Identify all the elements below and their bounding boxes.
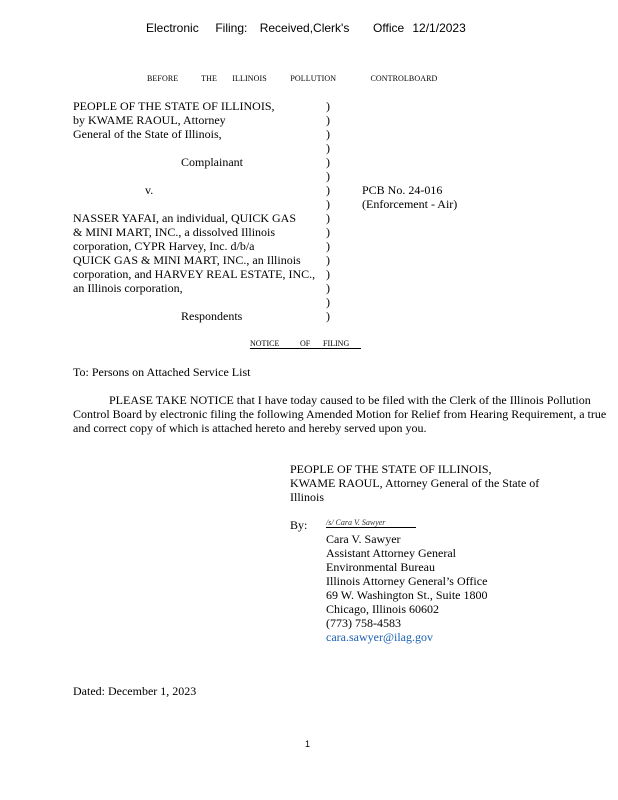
attorney-email-link[interactable]: cara.sawyer@ilag.gov <box>326 630 434 644</box>
attorney-bureau: Environmental Bureau <box>326 560 435 574</box>
caption-resp-line6: an Illinois corporation, <box>73 281 183 295</box>
header-electronic: Electronic <box>146 21 199 35</box>
caption-versus: v. <box>145 183 154 197</box>
paren: ) <box>326 197 330 211</box>
caption-resp-line4: QUICK GAS & MINI MART, INC., an Illinois <box>73 253 301 267</box>
caption-people-line2: by KWAME RAOUL, Attorney <box>73 113 226 127</box>
paren: ) <box>326 183 330 197</box>
caption-resp-line1: NASSER YAFAI, an individual, QUICK GAS <box>73 211 297 225</box>
board-illinois: ILLINOIS <box>232 74 267 83</box>
caption-complainant-block <box>73 99 275 141</box>
caption-resp-line2: & MINI MART, INC., a dissolved Illinois <box>73 225 276 239</box>
paren: ) <box>326 295 330 309</box>
paren: ) <box>326 99 330 113</box>
header-received: Received,Clerk's <box>259 21 350 35</box>
paren: ) <box>326 211 330 225</box>
board-pollution: POLLUTION <box>290 74 337 83</box>
sig-people-line3: Illinois <box>290 490 325 504</box>
notice-word-of: OF <box>300 339 311 348</box>
caption-complainant-label: Complainant <box>181 155 243 169</box>
signature-line: /s/ Cara V. Sawyer <box>326 518 416 528</box>
attorney-address1: 69 W. Washington St., Suite 1800 <box>326 588 488 602</box>
notice-word-notice: NOTICE <box>250 339 280 348</box>
header-date: 12/1/2023 <box>412 21 466 35</box>
service-list-line: To: Persons on Attached Service List <box>73 365 251 379</box>
case-info <box>362 183 457 211</box>
sig-people-line2: KWAME RAOUL, Attorney General of the State of <box>290 476 540 490</box>
paren: ) <box>326 253 330 267</box>
case-number: PCB No. 24-016 <box>362 183 443 197</box>
notice-title <box>250 339 361 349</box>
board-before: BEFORE <box>147 74 179 83</box>
board-controlboard: CONTROLBOARD <box>370 74 438 83</box>
attorney-phone: (773) 758-4583 <box>326 616 401 630</box>
caption-paren-column <box>326 99 330 323</box>
header-office: Office <box>373 21 405 35</box>
case-type: (Enforcement - Air) <box>362 197 458 211</box>
sig-people-line1: PEOPLE OF THE STATE OF ILLINOIS, <box>290 462 492 476</box>
notice-paragraph: PLEASE TAKE NOTICE that I have today caused to be filed with the Clerk of the Illinois Pollution Control Board by electronic filing the following Amended Motion for Relief from Hearing Requirement, a true and correct copy of which is attached hereto and hereby served upon you. <box>73 393 607 435</box>
caption-resp-line3: corporation, CYPR Harvey, Inc. d/b/a <box>73 239 255 253</box>
caption-respondents-block <box>73 211 315 295</box>
paren: ) <box>326 225 330 239</box>
paren: ) <box>326 155 330 169</box>
dated-line: Dated: December 1, 2023 <box>73 684 197 698</box>
board-the: THE <box>201 74 217 83</box>
sig-by-label: By: <box>290 518 308 532</box>
caption-respondents-label: Respondents <box>181 309 243 323</box>
header-filing: Filing: <box>215 21 248 35</box>
caption-people-line1: PEOPLE OF THE STATE OF ILLINOIS, <box>73 99 275 113</box>
paren: ) <box>326 239 330 253</box>
paren: ) <box>326 309 330 323</box>
paren: ) <box>326 127 330 141</box>
page-number: 1 <box>305 739 311 749</box>
paren: ) <box>326 267 330 281</box>
paren: ) <box>326 113 330 127</box>
attorney-name: Cara V. Sawyer <box>326 532 401 546</box>
caption-resp-line5: corporation, and HARVEY REAL ESTATE, INC., <box>73 267 316 281</box>
attorney-office: Illinois Attorney General’s Office <box>326 574 488 588</box>
attorney-contact <box>326 532 488 644</box>
caption-people-line3: General of the State of Illinois, <box>73 127 222 141</box>
notice-word-filing: FILING <box>323 339 350 348</box>
paren: ) <box>326 141 330 155</box>
attorney-address2: Chicago, Illinois 60602 <box>326 602 439 616</box>
paren: ) <box>326 281 330 295</box>
attorney-title: Assistant Attorney General <box>326 546 456 560</box>
board-title <box>147 74 437 83</box>
paren: ) <box>326 169 330 183</box>
filing-header <box>146 21 466 35</box>
signature-party <box>290 462 539 504</box>
